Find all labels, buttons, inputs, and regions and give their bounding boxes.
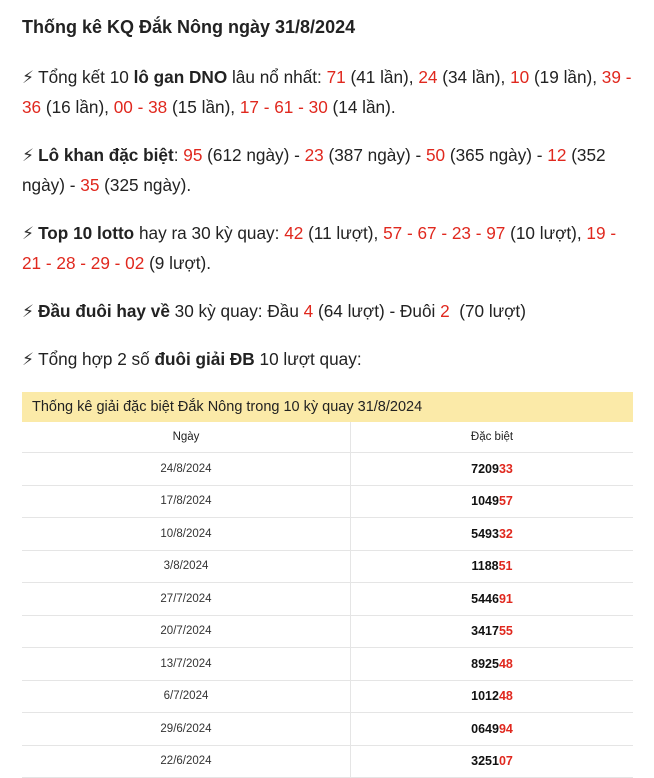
special-head-digits: 5493 — [471, 526, 499, 541]
table-row — [22, 615, 633, 648]
special-tail-digits: 55 — [498, 624, 513, 639]
special-tail-digits: 33 — [498, 461, 513, 476]
special-head-digits: 3417 — [471, 624, 499, 639]
khan-number: 23 — [304, 145, 324, 165]
table-row — [22, 518, 633, 551]
table-caption: Thống kê giải đặc biệt Đắk Nông trong 10 kỳ quay 31/8/2024 — [22, 392, 633, 422]
row-special-number — [351, 648, 634, 681]
special-tail-digits: 94 — [498, 721, 513, 736]
gan-number: 17 - 61 - 30 — [239, 97, 328, 117]
tail-number: 2 — [440, 301, 450, 321]
special-tail-digits: 51 — [498, 559, 513, 574]
row-date: 6/7/2024 — [22, 680, 351, 713]
special-head-digits: 7209 — [471, 461, 499, 476]
row-date: 22/6/2024 — [22, 745, 351, 778]
lotto-number: 42 — [284, 223, 304, 243]
khan-number: 12 — [547, 145, 567, 165]
special-tail-digits: 07 — [498, 754, 513, 769]
row-date: 17/8/2024 — [22, 485, 351, 518]
special-head-digits: 5446 — [471, 591, 499, 606]
special-tail-digits: 91 — [498, 591, 513, 606]
top-lotto-paragraph: ⚡ Top 10 lotto hay ra 30 kỳ quay: 42 (11 lượt), 57 - 67 - 23 - 97 (10 lượt), 19 - 21 - 28 - 29 - 02 (9 lượt). — [22, 223, 617, 273]
table-row — [22, 485, 633, 518]
special-tail-digits: 48 — [498, 689, 513, 704]
special-khan-paragraph: ⚡ Lô khan đặc biệt: 95 (612 ngày) - 23 (387 ngày) - 50 (365 ngày) - 12 (352 ngày) - 35 (325 ngày). — [22, 145, 606, 195]
row-special-number — [351, 615, 634, 648]
row-special-number — [351, 550, 634, 583]
special-tail-digits: 57 — [498, 494, 513, 509]
gan-summary-paragraph: ⚡ Tổng kết 10 lô gan DNO lâu nổ nhất: 71 (41 lần), 24 (34 lần), 10 (19 lần), 39 - 36 (16 lần), 00 - 38 (15 lần), 17 - 61 - 30 (14 lần). — [22, 67, 632, 117]
special-prize-table — [22, 392, 633, 778]
lotto-number: 19 - 21 - 28 - 29 - 02 — [22, 223, 617, 273]
row-special-number — [351, 745, 634, 778]
lightning-icon: ⚡ — [22, 145, 35, 165]
row-date: 20/7/2024 — [22, 615, 351, 648]
special-head-digits: 8925 — [471, 656, 499, 671]
gan-number: 71 — [326, 67, 346, 87]
special-head-digits: 0649 — [471, 721, 499, 736]
special-tail-digits: 48 — [498, 656, 513, 671]
column-header-date: Ngày — [22, 422, 351, 453]
table-row — [22, 453, 633, 486]
row-date: 27/7/2024 — [22, 583, 351, 616]
table-row — [22, 745, 633, 778]
column-header-special: Đặc biệt — [351, 422, 634, 453]
row-date: 10/8/2024 — [22, 518, 351, 551]
lightning-icon: ⚡ — [22, 301, 35, 321]
table-row — [22, 583, 633, 616]
khan-number: 50 — [425, 145, 446, 165]
row-special-number — [351, 453, 634, 486]
special-head-digits: 1049 — [471, 494, 499, 509]
head-number: 4 — [303, 301, 314, 321]
table-header-row — [22, 422, 633, 453]
row-special-number — [351, 583, 634, 616]
gan-number: 10 — [510, 67, 530, 87]
row-special-number — [351, 713, 634, 746]
row-special-number — [351, 680, 634, 713]
table-row — [22, 550, 633, 583]
row-date: 3/8/2024 — [22, 550, 351, 583]
table-row — [22, 713, 633, 746]
khan-number: 95 — [183, 145, 203, 165]
lightning-icon: ⚡ — [22, 67, 35, 87]
gan-number: 39 - 36 — [22, 67, 632, 117]
row-date: 13/7/2024 — [22, 648, 351, 681]
special-head-digits: 3251 — [471, 754, 499, 769]
row-date: 29/6/2024 — [22, 713, 351, 746]
tail-summary-paragraph: ⚡ Tổng hợp 2 số đuôi giải ĐB 10 lượt quay: — [22, 349, 362, 369]
row-date: 24/8/2024 — [22, 453, 351, 486]
gan-number: 00 - 38 — [113, 97, 168, 117]
special-head-digits: 1012 — [471, 689, 499, 704]
special-tail-digits: 32 — [498, 526, 513, 541]
lotto-number: 57 - 67 - 23 - 97 — [383, 223, 506, 243]
page-title: Thống kê KQ Đắk Nông ngày 31/8/2024 — [22, 17, 356, 37]
table-row — [22, 680, 633, 713]
lightning-icon: ⚡ — [22, 223, 35, 243]
row-special-number — [351, 485, 634, 518]
special-head-digits: 1188 — [471, 559, 499, 574]
table-row — [22, 648, 633, 681]
khan-number: 35 — [80, 175, 100, 195]
gan-number: 24 — [418, 67, 438, 87]
lightning-icon: ⚡ — [22, 349, 35, 369]
head-tail-paragraph: ⚡ Đầu đuôi hay về 30 kỳ quay: Đầu 4 (64 lượt) - Đuôi 2 (70 lượt) — [22, 301, 526, 321]
row-special-number — [351, 518, 634, 551]
